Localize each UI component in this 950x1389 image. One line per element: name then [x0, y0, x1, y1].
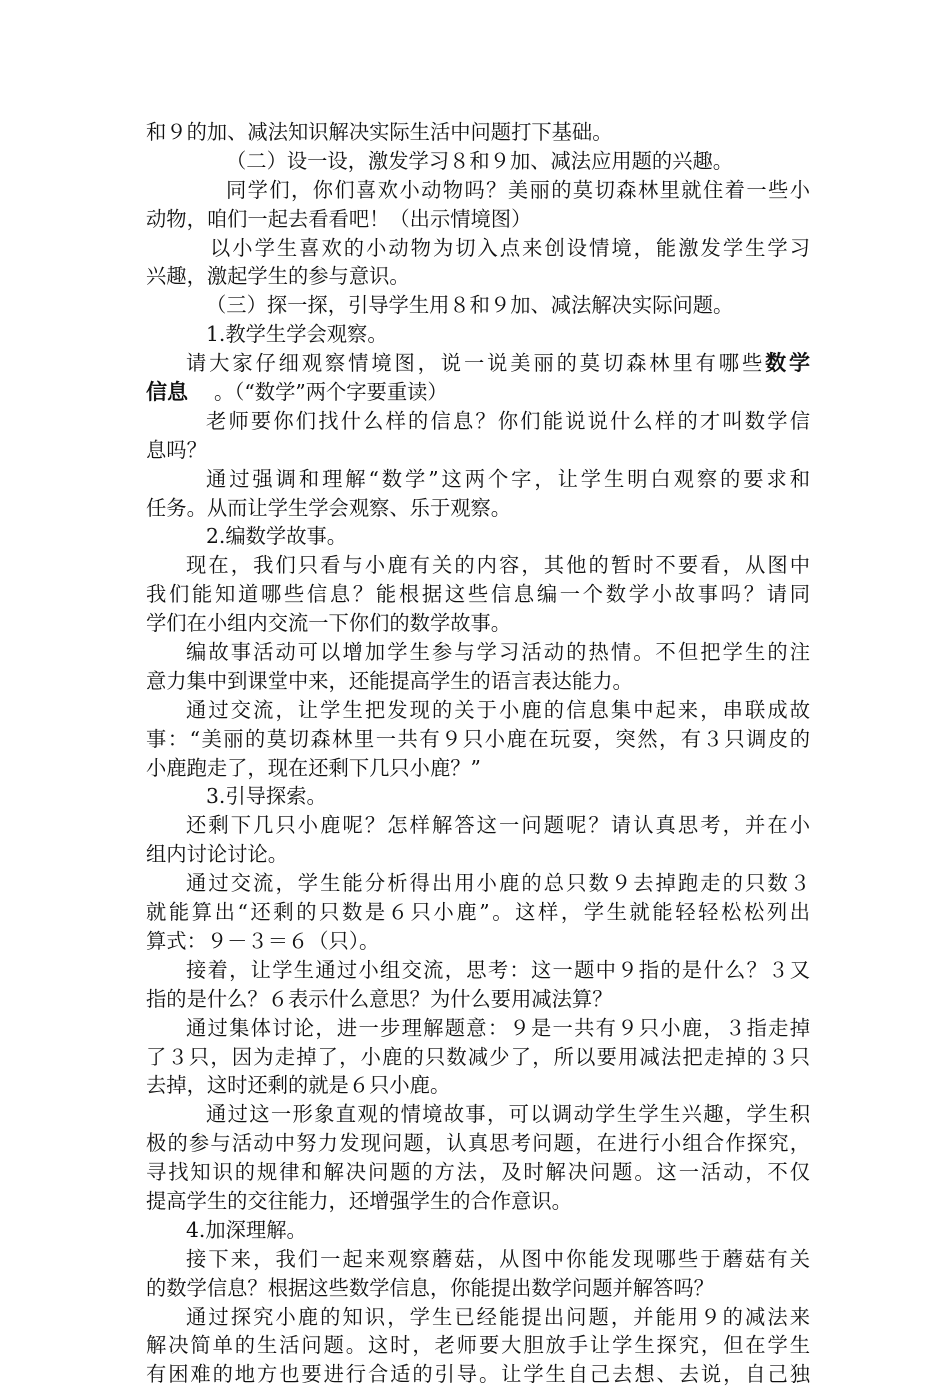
text-line — [146, 378, 810, 407]
text-line: 编故事活动可以增加学生参与学习活动的热情。不但把学生的注 — [186, 640, 810, 665]
subsection-heading: 2.编数学故事。 — [206, 524, 348, 549]
text-line: 就能算出“还剩的只数是６只小鹿”。这样，学生就能轻轻松松列出 — [146, 900, 810, 925]
text-run: 。（“数学”两个字要重读） — [214, 380, 448, 405]
emphasis-text: 信息 — [146, 379, 188, 405]
text-line: 提高学生的交往能力，还增强学生的合作意识。 — [146, 1188, 572, 1213]
text-line: 我们能知道哪些信息？能根据这些信息编一个数学小故事吗？请同 — [146, 582, 810, 607]
text-line: 老师要你们找什么样的信息？你们能说说什么样的才叫数学信 — [206, 408, 810, 433]
text-line: 小鹿跑走了，现在还剩下几只小鹿？” — [146, 755, 481, 780]
subsection-heading: 1.教学生学会观察。 — [206, 322, 388, 347]
text-line: 还剩下几只小鹿呢？怎样解答这一问题呢？请认真思考，并在小 — [186, 813, 810, 838]
text-line: 事：“美丽的莫切森林里一共有９只小鹿在玩耍，突然，有３只调皮的 — [146, 726, 810, 751]
text-line: 的数学信息？根据这些数学信息，你能提出数学问题并解答吗？ — [146, 1275, 714, 1300]
text-line: 组内讨论讨论。 — [146, 842, 288, 867]
text-line: 通过这一形象直观的情境故事，可以调动学生学生兴趣，学生积 — [206, 1102, 810, 1127]
text-line: 以小学生喜欢的小动物为切入点来创设情境，能激发学生学习 — [210, 235, 810, 260]
text-line: 极的参与活动中努力发现问题，认真思考问题，在进行小组合作探究， — [146, 1131, 810, 1156]
text-line — [146, 349, 810, 378]
text-line: 去掉，这时还剩的就是６只小鹿。 — [146, 1073, 451, 1098]
section-heading: （二）设一设，激发学习８和９加、减法应用题的兴趣。 — [226, 148, 734, 173]
text-line: 通过探究小鹿的知识，学生已经能提出问题，并能用９的减法来 — [186, 1304, 810, 1329]
section-heading: （三）探一探，引导学生用８和９加、减法解决实际问题。 — [206, 293, 734, 318]
document-page — [146, 118, 810, 1389]
text-line: 接下来，我们一起来观察蘑菇，从图中你能发现哪些于蘑菇有关 — [186, 1246, 810, 1271]
subsection-heading: 3.引导探索。 — [206, 784, 327, 809]
text-line: 解决简单的生活问题。这时，老师要大胆放手让学生探究，但在学生 — [146, 1333, 810, 1358]
text-line: 指的是什么？６表示什么意思？为什么要用减法算？ — [146, 986, 613, 1011]
text-line: 通过交流，学生能分析得出用小鹿的总只数９去掉跑走的只数３ — [186, 871, 810, 896]
text-line: 通过强调和理解“数学”这两个字，让学生明白观察的要求和 — [206, 466, 810, 491]
text-line: 动物，咱们一起去看看吧！（出示情境图） — [146, 206, 532, 231]
text-line: 和９的加、减法知识解决实际生活中问题打下基础。 — [146, 120, 613, 144]
subsection-heading: 4.加深理解。 — [186, 1217, 307, 1242]
text-line: 寻找知识的规律和解决问题的方法，及时解决问题。这一活动，不仅 — [146, 1160, 810, 1185]
text-line: 有困难的地方也要进行合适的引导。让学生自己去想、去说，自己独 — [146, 1362, 810, 1387]
text-line: 学们在小组内交流一下你们的数学故事。 — [146, 611, 512, 636]
text-line: 息吗？ — [146, 437, 207, 462]
text-line: 任务。从而让学生学会观察、乐于观察。 — [146, 495, 512, 520]
text-line: 了３只，因为走掉了，小鹿的只数减少了，所以要用减法把走掉的３只 — [146, 1044, 810, 1069]
text-line: 现在，我们只看与小鹿有关的内容，其他的暂时不要看，从图中 — [186, 553, 810, 578]
text-line: 意力集中到课堂中来，还能提高学生的语言表达能力。 — [146, 668, 633, 693]
emphasis-text: 数学 — [765, 350, 810, 376]
text-line: 算式：９－３＝６（只）。 — [146, 928, 380, 953]
text-line: 通过交流，让学生把发现的关于小鹿的信息集中起来，串联成故 — [186, 697, 810, 722]
text-line: 同学们，你们喜欢小动物吗？美丽的莫切森林里就住着一些小 — [226, 177, 810, 202]
text-run: 请大家仔细观察情境图，说一说美丽的莫切森林里有哪些 — [186, 351, 766, 376]
text-line: 接着，让学生通过小组交流，思考：这一题中９指的是什么？３又 — [186, 957, 810, 982]
text-line: 兴趣，激起学生的参与意识。 — [146, 264, 410, 289]
text-line: 通过集体讨论，进一步理解题意：９是一共有９只小鹿，３指走掉 — [186, 1015, 810, 1040]
